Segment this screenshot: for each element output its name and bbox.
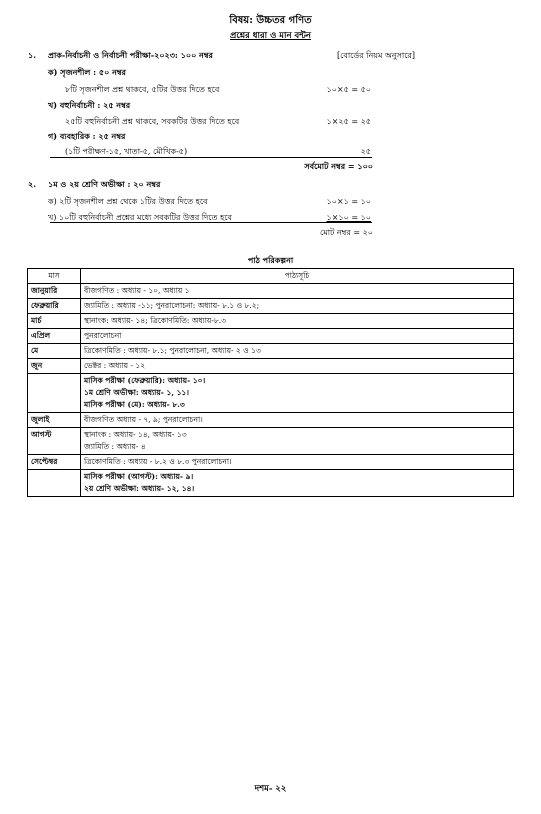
page-number: দশম- ২২ [254,784,287,794]
section2-a-calc: ১০×১ = ১০ [326,197,371,206]
section2-b-detail: খ) ১০টি বহুনির্বাচনী প্রশ্নের মধ্যে সবকটির উত্তর দিতে হবে [48,213,232,222]
section2-total: মোট নম্বর = ২০ [320,228,373,237]
section1-c-label: গ) ব্যবহারিক : ২৫ নম্বর [48,131,126,141]
syllabus-line: স্থানাংক : অধ্যায়- ১৪, অধ্যায়- ১৩ [84,430,187,439]
syllabus-line: মাসিক পরীক্ষা (ফেব্রুয়ারি): অধ্যায়- ১০। [84,376,206,385]
month-cell: ফেব্রুয়ারি [28,299,81,314]
table-row [28,284,514,299]
page-subtitle: প্রশ্নের ধারা ও মান বন্টন [230,31,311,41]
table-row [28,374,514,413]
month-cell: জুলাই [28,413,81,428]
syllabus-line: জ্যামিতি : অধ্যায়- ৪ [84,442,146,451]
plan-table [27,268,514,497]
syllabus-cell [81,374,514,413]
table-row [28,359,514,374]
syllabus-cell [81,314,514,329]
month-cell: এপ্রিল [28,329,81,344]
month-cell: সেপ্টেম্বর [28,455,81,470]
month-cell: মার্চ [28,314,81,329]
syllabus-line: ত্রিকোণমিতি : অধ্যায়- ৮.১; পুনরালোচনা, অধ্যায়- ২ ও ১৩ [84,346,261,355]
col-syllabus-header: পাঠ্যসূচি [81,269,514,284]
syllabus-cell [81,413,514,428]
table-row [28,470,514,497]
syllabus-cell [81,299,514,314]
syllabus-line: বীজগণিত : অধ্যায় - ১০, অধ্যায় ১ [84,286,190,295]
month-cell: আগস্ট [28,428,81,455]
section2-b-calc: ১×১০ = ১০ [326,213,371,222]
table-row [28,455,514,470]
syllabus-line: স্থানাংক: অধ্যায়- ১৪; ত্রিকোণমিতি: অধ্যায়-৮.৩ [84,316,226,325]
table-row [28,314,514,329]
syllabus-line: ১ম শ্রেণি অভীক্ষা: অধ্যায়- ১, ১১। [84,388,189,397]
section1-total: সর্বমোট নম্বর = ১০০ [304,161,373,171]
syllabus-line: জ্যামিতি : অধ্যায় -১১; পুনরালোচনা: অধ্যায়- ৮.১ ও ৮.২; [84,301,260,310]
syllabus-cell [81,359,514,374]
month-cell: মে [28,344,81,359]
month-cell [28,374,81,413]
syllabus-line: বীজগণিত অধ্যায় - ৭, ৯; পুনরালোচনা। [84,415,203,424]
syllabus-cell [81,470,514,497]
month-cell: জুন [28,359,81,374]
table-row [28,413,514,428]
page-title: বিষয়: উচ্চতর গণিত [229,15,312,26]
section1-heading-note: [বোর্ডের নিয়ম অনুসারে] [337,51,415,60]
table-row [28,344,514,359]
syllabus-cell [81,455,514,470]
syllabus-line: মাসিক পরীক্ষা (আগস্ট): অধ্যায়- ৯। [84,472,194,481]
syllabus-cell [81,284,514,299]
syllabus-cell [81,329,514,344]
syllabus-cell [81,428,514,455]
col-month-header: মাস [28,269,81,284]
section1-number: ১. [28,50,36,60]
section1-c-detail: (১টি পরীক্ষণ-১৫, খাতা-৫, মৌখিক-৫) [65,147,188,156]
section1-a-label: ক) সৃজনশীল : ৫০ নম্বর [48,67,126,77]
table-row [28,428,514,455]
section2-heading: ১ম ও ২য় শ্রেণি অভীক্ষা : ২০ নম্বর [48,179,161,189]
section1-b-calc: ১×২৫ = ২৫ [326,117,371,126]
section1-b-detail: ২৫টি বহুনির্বাচনী প্রশ্ন থাকবে, সবকটির উত্তর দিতে হবে [65,117,240,126]
section2-underline [50,222,372,223]
plan-table-body [28,284,514,497]
syllabus-line: পুনরালোচনা [84,331,122,340]
section2-number: ২. [28,179,36,189]
syllabus-line: ভেক্টর : অধ্যায় - ১২ [84,361,146,370]
section1-c-calc: ২৫ [360,147,371,156]
section1-heading: প্রাক-নির্বাচনী ও নির্বাচনী পরীক্ষা-২০২৩: ১০০ নম্বর [48,50,213,60]
syllabus-cell [81,344,514,359]
syllabus-line: মাসিক পরীক্ষা (মে): অধ্যায়- ৮.৩ [84,400,185,409]
section1-underline [50,157,372,158]
syllabus-line: ২য় শ্রেণি অভীক্ষা: অধ্যায়- ১২, ১৪। [84,484,195,493]
section1-a-detail: ৮টি সৃজনশীল প্রশ্ন থাকবে, ৫টির উত্তর দিতে হবে [65,85,220,94]
plan-title: পাঠ পরিকল্পনা [247,255,294,265]
month-cell: জানুয়ারি [28,284,81,299]
section1-a-calc: ১০×৫ = ৫০ [326,85,371,94]
table-row [28,329,514,344]
syllabus-line: ত্রিকোণমিতি : অধ্যায় - ৮.২ ও ৮.৩ পুনরালোচনা। [84,457,232,466]
section2-a-detail: ক) ২টি সৃজনশীল প্রশ্ন থেকে ১টির উত্তর দিতে হবে [48,197,208,206]
table-header-row [28,269,514,284]
section1-b-label: খ) বহুনির্বাচনী : ২৫ নম্বর [48,100,131,110]
month-cell [28,470,81,497]
table-row [28,299,514,314]
